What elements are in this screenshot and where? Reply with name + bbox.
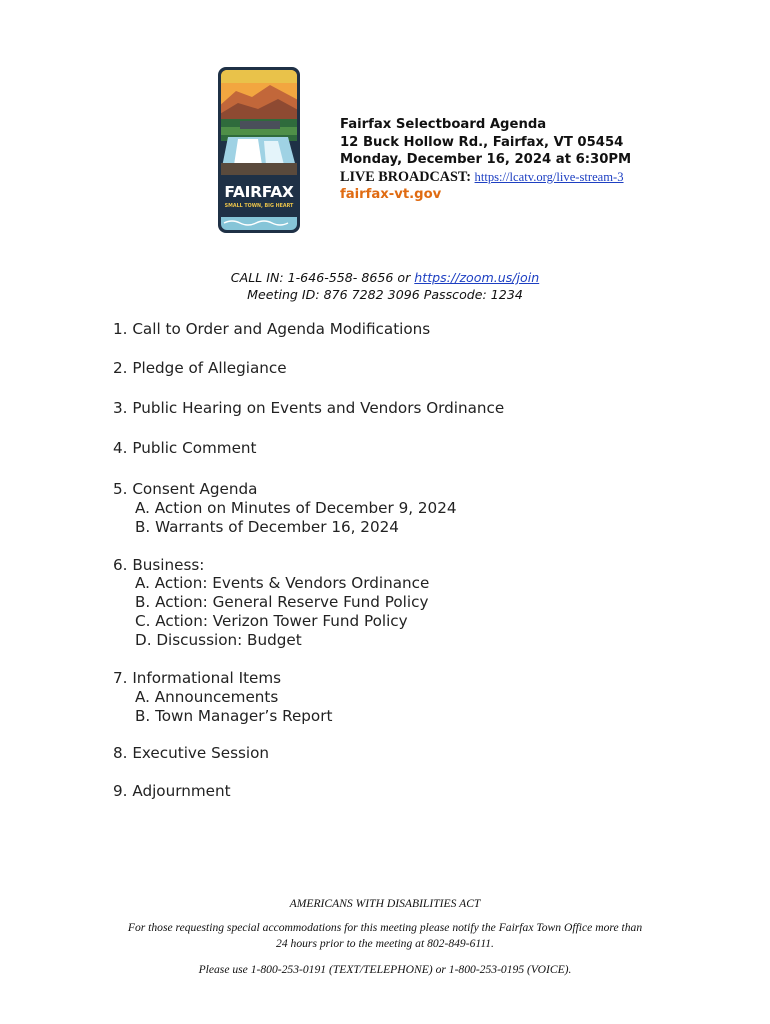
agenda-subitem: A. Announcements xyxy=(135,688,279,706)
town-website[interactable]: fairfax-vt.gov xyxy=(340,187,442,203)
ada-heading: AMERICANS WITH DISABILITIES ACT xyxy=(289,897,481,910)
live-broadcast-link[interactable]: https://lcatv.org/live-stream-3 xyxy=(474,169,624,184)
agenda-header xyxy=(340,116,631,204)
agenda-item: 1. Call to Order and Agenda Modifications xyxy=(113,320,431,338)
call-in-number: CALL IN: 1-646-558- 8656 or xyxy=(230,270,415,285)
agenda-item: 8. Executive Session xyxy=(113,744,270,762)
live-broadcast-label: LIVE BROADCAST: xyxy=(340,168,471,185)
agenda-item: 2. Pledge of Allegiance xyxy=(113,359,287,377)
ada-request-line2: 24 hours prior to the meeting at 802-849-6111. xyxy=(276,937,494,950)
ada-tty-numbers: Please use 1-800-253-0191 (TEXT/TELEPHONE) or 1-800-253-0195 (VOICE). xyxy=(198,963,572,976)
agenda-item: 6. Business: xyxy=(113,556,205,574)
agenda-title: Fairfax Selectboard Agenda xyxy=(340,117,547,132)
agenda-subitem: B. Warrants of December 16, 2024 xyxy=(135,518,399,536)
agenda-item: 4. Public Comment xyxy=(113,439,257,457)
agenda-item: 5. Consent Agenda xyxy=(113,480,258,498)
agenda-item: 3. Public Hearing on Events and Vendors Ordinance xyxy=(113,399,505,417)
call-in-line xyxy=(0,270,770,287)
zoom-link[interactable]: https://zoom.us/join xyxy=(414,270,540,285)
logo-tagline: SMALL TOWN, BIG HEART xyxy=(224,204,294,209)
call-in-info xyxy=(0,270,770,303)
agenda-subitem: B. Town Manager’s Report xyxy=(135,707,333,725)
agenda-subitem: A. Action on Minutes of December 9, 2024 xyxy=(135,499,457,517)
agenda-subitem: A. Action: Events & Vendors Ordinance xyxy=(135,574,430,592)
live-broadcast xyxy=(340,169,631,187)
agenda-item: 9. Adjournment xyxy=(113,782,231,800)
meeting-datetime: Monday, December 16, 2024 at 6:30PM xyxy=(340,152,632,168)
logo-wordmark: FAIRFAX xyxy=(224,183,294,201)
agenda-subitem: C. Action: Verizon Tower Fund Policy xyxy=(135,612,408,630)
agenda-subitem: B. Action: General Reserve Fund Policy xyxy=(135,593,429,611)
meeting-address: 12 Buck Hollow Rd., Fairfax, VT 05454 xyxy=(340,134,624,150)
agenda-subitem: D. Discussion: Budget xyxy=(135,631,302,649)
agenda-item: 7. Informational Items xyxy=(113,669,282,687)
ada-request-line1: For those requesting special accommodations for this meeting please notify the Fairfax Town Office more than xyxy=(127,921,643,934)
meeting-id: Meeting ID: 876 7282 3096 Passcode: 1234 xyxy=(247,286,523,302)
